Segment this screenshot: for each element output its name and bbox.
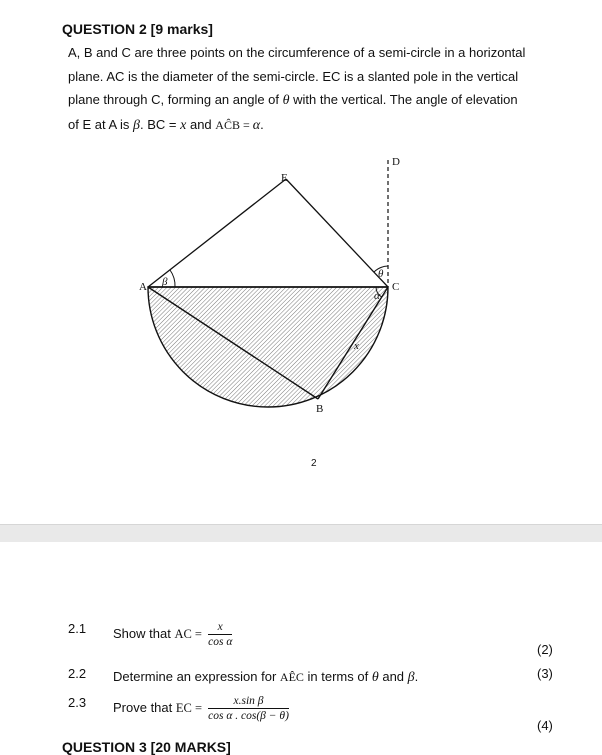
label-alpha: α (374, 290, 380, 302)
marks-2-1: (2) (537, 642, 553, 657)
theta-symbol: θ (371, 670, 379, 685)
beta-symbol: β (133, 117, 141, 133)
pole-ec (286, 179, 388, 287)
fraction-denominator: cos α . cos(β − θ) (208, 710, 289, 722)
text-fragment: Show that (113, 625, 175, 641)
line-ae (148, 179, 286, 287)
text-fragment: Determine an expression for (113, 669, 280, 684)
fraction-numerator: x.sin β (208, 695, 289, 709)
page-lower (0, 542, 602, 748)
fraction (208, 621, 232, 648)
label-c: C (392, 281, 400, 293)
label-theta: θ (378, 268, 384, 280)
fraction (208, 695, 289, 722)
text-fragment: plane through C, forming an angle of (68, 92, 283, 107)
alpha-symbol: α (252, 117, 261, 133)
x-symbol: x (180, 117, 187, 133)
subquestion-number: 2.3 (68, 695, 87, 710)
label-x: x (354, 340, 359, 352)
text-fragment: . (260, 116, 264, 132)
fraction-denominator: cos α (208, 636, 233, 648)
subquestion-number: 2.2 (68, 666, 87, 681)
question-line-2: plane. AC is the diameter of the semi-circle. EC is a slanted pole in the vertical (68, 68, 519, 84)
angle-beta-arc (170, 270, 175, 287)
subquestion-number: 2.1 (68, 621, 87, 636)
beta-symbol: β (407, 670, 415, 685)
text-fragment: Prove that (113, 699, 176, 715)
text-fragment: with the vertical. The angle of elevation (289, 92, 518, 107)
next-question-heading: QUESTION 3 [20 MARKS] (62, 739, 231, 755)
page-number: 2 (311, 458, 317, 469)
equation-lhs: AC = (174, 626, 206, 641)
label-d: D (392, 156, 400, 168)
theta-symbol: θ (282, 93, 290, 108)
semicircle-shaded (148, 287, 388, 407)
label-b: B (316, 403, 324, 415)
label-a: A (139, 281, 147, 293)
question-heading: QUESTION 2 [9 marks] (62, 21, 213, 37)
fraction-numerator: x (208, 621, 232, 635)
text-fragment: and (186, 116, 216, 132)
marks-2-3: (4) (537, 718, 553, 733)
label-beta: β (162, 276, 168, 288)
subquestion-2-3-text (113, 695, 289, 722)
page-separator (0, 524, 602, 542)
equation-lhs: EC = (175, 700, 206, 715)
text-fragment: and (378, 669, 408, 684)
text-fragment: = (239, 117, 253, 132)
label-e: E (281, 172, 288, 184)
subquestion-2-1-text (113, 621, 232, 648)
text-fragment: in terms of (303, 669, 372, 684)
text-fragment: . (414, 669, 419, 684)
angle-aec: AÊC (279, 670, 304, 684)
subquestion-2-2-text (113, 669, 418, 686)
text-fragment: . BC = (140, 116, 181, 132)
angle-acb: AĈB (215, 117, 240, 132)
marks-2-2: (3) (537, 666, 553, 681)
text-fragment: of E at A is (68, 116, 134, 132)
question-line-1: A, B and C are three points on the circumference of a semi-circle in a horizontal (68, 45, 526, 60)
